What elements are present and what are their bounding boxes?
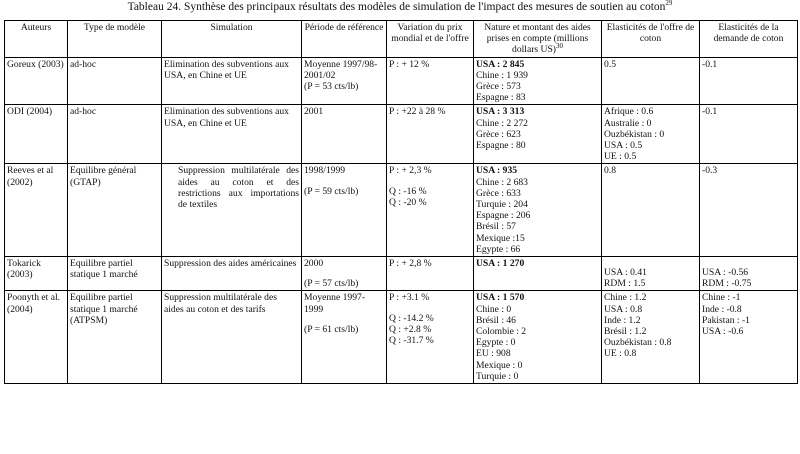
elasticity-item: USA : 0.8 — [604, 303, 643, 315]
aid-main: USA : 1 270 — [476, 258, 525, 270]
cell-model: Equilibre partiel statique 1 marché (ATPSM) — [68, 291, 162, 384]
elasticity-item: Chine : 1.2 — [604, 292, 647, 304]
elasticity-item: Ouzbékistan : 0 — [604, 128, 665, 140]
cell-simulation: Suppression multilatérale des aides au coton et des restrictions aux importations de textiles — [162, 164, 302, 257]
spacer — [304, 177, 384, 186]
cell-elasticity-supply — [602, 105, 700, 164]
aid-item: Chine : 2 683 — [476, 176, 528, 188]
aid-main: USA : 3 313 — [476, 106, 525, 118]
header-elasticity-supply: Elasticités de l'offre de coton — [602, 21, 700, 58]
elasticity-item: 0.8 — [604, 165, 616, 177]
elasticity-item: USA : -0.56 — [702, 267, 749, 279]
variation-item: P : + 2,8 % — [389, 258, 432, 270]
period-text: 2001 — [304, 106, 324, 118]
elasticity-item: USA : 0.41 — [604, 267, 647, 279]
elasticity-item: -0.1 — [702, 106, 718, 118]
cell-model: Equilibre partiel statique 1 marché — [68, 257, 162, 291]
variation-item: P : +22 à 28 % — [389, 106, 446, 118]
cell-simulation: Elimination des subventions aux USA, en Chine et UE — [162, 57, 302, 105]
cell-aid — [474, 57, 602, 105]
header-simulation: Simulation — [162, 21, 302, 58]
cell-authors: ODI (2004) — [5, 105, 68, 164]
cell-elasticity-demand — [700, 57, 798, 105]
cell-simulation: Suppression multilatérale des aides au coton et des tarifs — [162, 291, 302, 384]
cell-variation — [387, 105, 474, 164]
aid-item: Brésil : 57 — [476, 221, 516, 233]
cell-aid — [474, 257, 602, 291]
elasticity-item: -0.1 — [702, 58, 718, 70]
header-model: Type de modèle — [68, 21, 162, 58]
cell-elasticity-supply — [602, 164, 700, 257]
variation-item: Q : -14.2 % — [389, 312, 434, 324]
header-authors: Auteurs — [5, 21, 68, 58]
aid-item: Espagne : 206 — [476, 210, 531, 222]
header-elasticity-demand: Elasticités de la demande de coton — [700, 21, 798, 58]
table-row — [5, 257, 798, 291]
elasticity-item: Brésil : 1.2 — [604, 326, 647, 338]
table-row — [5, 57, 798, 105]
aid-item: EU : 908 — [476, 348, 511, 360]
aid-item: Grèce : 623 — [476, 128, 521, 140]
variation-item: Q : -20 % — [389, 196, 427, 208]
cell-aid — [474, 164, 602, 257]
aid-item: Chine : 1 939 — [476, 69, 528, 81]
aid-main: USA : 2 845 — [476, 58, 525, 70]
elasticity-item: Afrique : 0.6 — [604, 106, 654, 118]
cell-elasticity-supply — [602, 291, 700, 384]
cell-period — [302, 105, 387, 164]
period-text: Moyenne 1997-1999 — [304, 292, 366, 315]
cell-model: ad-hoc — [68, 105, 162, 164]
cell-model: Equilibre général (GTAP) — [68, 164, 162, 257]
cell-variation — [387, 164, 474, 257]
elasticity-item: USA : -0.6 — [702, 326, 744, 338]
elasticity-item: Inde : 1.2 — [604, 314, 641, 326]
elasticity-item: Inde : -0.8 — [702, 303, 742, 315]
header-aid-text: Nature et montant des aides prises en compte (millions dollars US) — [484, 22, 591, 56]
period-text: Moyenne 1997/98-2001/02 — [304, 58, 378, 81]
synthesis-table — [4, 20, 798, 384]
spacer — [304, 315, 384, 324]
elasticity-item: Ouzbékistan : 0.8 — [604, 337, 672, 349]
aid-item: Turquie : 204 — [476, 199, 528, 211]
elasticity-item: Chine : -1 — [702, 292, 741, 304]
period-text: 1998/1999 — [304, 165, 346, 177]
cell-authors: Poonyth et al. (2004) — [5, 291, 68, 384]
table-caption — [0, 0, 800, 15]
elasticity-item: 0.5 — [604, 58, 616, 70]
elasticity-item: UE : 0.5 — [604, 151, 637, 163]
cell-period — [302, 164, 387, 257]
cell-elasticity-demand — [700, 257, 798, 291]
variation-item: P : + 12 % — [389, 58, 430, 70]
table-row — [5, 291, 798, 384]
aid-item: Chine : 0 — [476, 303, 512, 315]
cell-authors: Tokarick (2003) — [5, 257, 68, 291]
spacer — [304, 269, 384, 278]
aid-item: Egypte : 0 — [476, 337, 516, 349]
elasticity-item: USA : 0.5 — [604, 140, 643, 152]
aid-item: Grèce : 633 — [476, 187, 521, 199]
caption-text: Tableau 24. Synthèse des principaux résultats des modèles de simulation de l'impact des mesures de soutien au coton — [127, 1, 666, 13]
variation-item: Q : +2.8 % — [389, 323, 432, 335]
period-price: (P = 57 cts/lb) — [304, 278, 359, 290]
elasticity-item: Pakistan : -1 — [702, 314, 750, 326]
aid-item: Chine : 2 272 — [476, 117, 528, 129]
elasticity-item: RDM : -0.75 — [702, 278, 752, 290]
cell-simulation: Elimination des subventions aux USA, en Chine et UE — [162, 105, 302, 164]
header-row — [5, 21, 798, 58]
aid-item: Mexique : 0 — [476, 359, 523, 371]
cell-authors: Reeves et al (2002) — [5, 164, 68, 257]
cell-elasticity-demand — [700, 105, 798, 164]
aid-item: Colombie : 2 — [476, 326, 527, 338]
elasticity-item: RDM : 1.5 — [604, 278, 646, 290]
cell-elasticity-demand — [700, 164, 798, 257]
cell-model: ad-hoc — [68, 57, 162, 105]
aid-main: USA : 1 570 — [476, 292, 525, 304]
spacer — [389, 177, 471, 186]
cell-period — [302, 291, 387, 384]
aid-item: Grèce : 573 — [476, 81, 521, 93]
variation-item: Q : -16 % — [389, 185, 427, 197]
period-price: (P = 59 cts/lb) — [304, 185, 359, 197]
variation-item: P : + 2,3 % — [389, 165, 432, 177]
variation-item: Q : -31.7 % — [389, 335, 434, 347]
aid-item: Espagne : 80 — [476, 140, 526, 152]
aid-main: USA : 935 — [476, 165, 518, 177]
aid-item: Mexique :15 — [476, 232, 525, 244]
cell-variation — [387, 291, 474, 384]
header-period: Période de référence — [302, 21, 387, 58]
aid-item: Turquie : 0 — [476, 370, 519, 382]
header-variation: Variation du prix mondial et de l'offre — [387, 21, 474, 58]
elasticity-item: Australie : 0 — [604, 117, 652, 129]
cell-aid — [474, 105, 602, 164]
period-text: 2000 — [304, 258, 324, 270]
aid-footnote-ref: 30 — [555, 42, 563, 51]
period-price: (P = 61 cts/lb) — [304, 323, 359, 335]
period-price: (P = 53 cts/lb) — [304, 81, 359, 93]
aid-item: Brésil : 46 — [476, 314, 516, 326]
cell-simulation: Suppression des aides américaines — [162, 257, 302, 291]
table-row — [5, 105, 798, 164]
cell-authors: Goreux (2003) — [5, 57, 68, 105]
elasticity-item: -0.3 — [702, 165, 718, 177]
spacer — [389, 304, 471, 313]
cell-variation — [387, 57, 474, 105]
table-row — [5, 164, 798, 257]
caption-footnote-ref: 29 — [665, 0, 673, 8]
cell-period — [302, 257, 387, 291]
aid-item: Egypte : 66 — [476, 243, 521, 255]
variation-item: P : +3.1 % — [389, 292, 430, 304]
cell-aid — [474, 291, 602, 384]
header-aid — [474, 21, 602, 58]
cell-elasticity-demand — [700, 291, 798, 384]
spacer — [702, 258, 795, 267]
cell-elasticity-supply — [602, 57, 700, 105]
cell-elasticity-supply — [602, 257, 700, 291]
spacer — [604, 258, 697, 267]
elasticity-item: UE : 0.8 — [604, 348, 637, 360]
cell-period — [302, 57, 387, 105]
aid-item: Espagne : 83 — [476, 92, 526, 104]
cell-variation — [387, 257, 474, 291]
